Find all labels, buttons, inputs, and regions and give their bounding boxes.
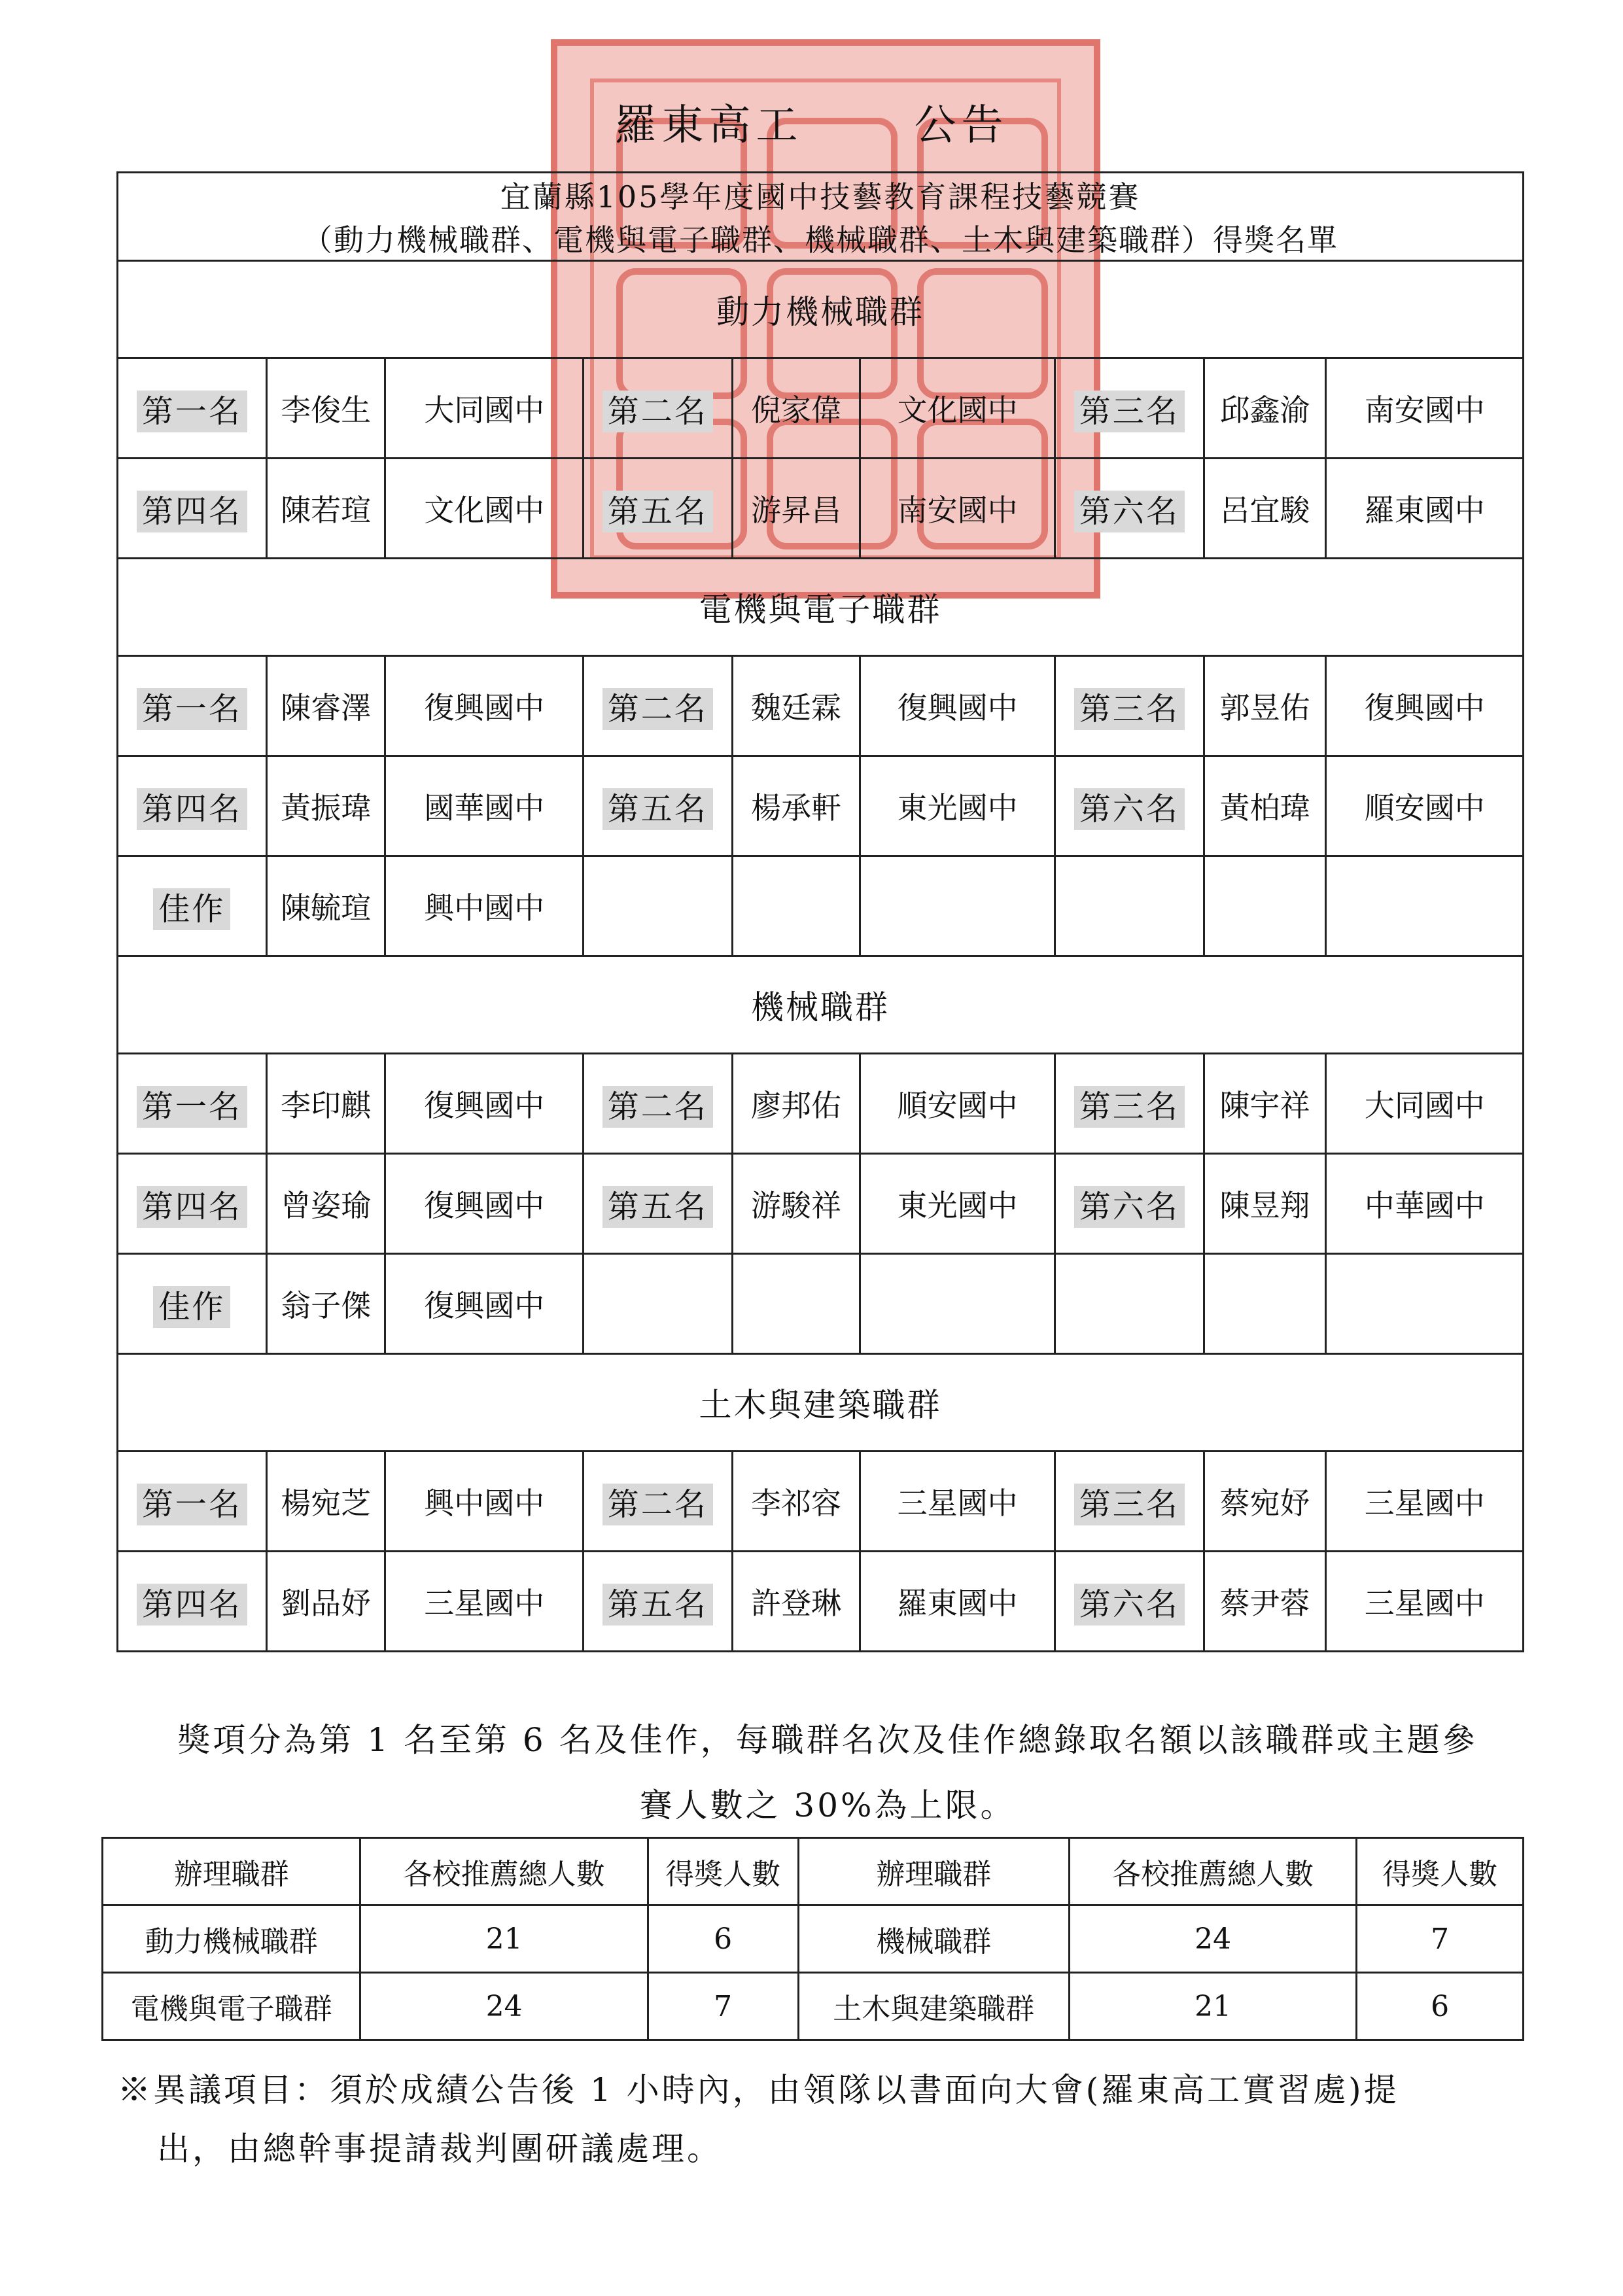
winner-name: 李祁容	[732, 1452, 860, 1552]
winner-name: 陳宇祥	[1204, 1054, 1326, 1154]
rank-label: 第二名	[602, 688, 713, 730]
rank-label: 第二名	[602, 391, 713, 432]
winner-school: 南安國中	[860, 459, 1055, 559]
winner-school: 東光國中	[860, 1154, 1055, 1254]
winner-name: 許登琳	[732, 1552, 860, 1652]
winner-name	[1204, 1254, 1326, 1354]
stats-header-cell: 各校推薦總人數	[360, 1838, 648, 1905]
winner-school	[1326, 1254, 1524, 1354]
winner-school: 順安國中	[860, 1054, 1055, 1154]
winner-school: 羅東國中	[1326, 459, 1524, 559]
winner-school: 復興國中	[385, 1054, 584, 1154]
competition-subtitle: （動力機械職群、電機與電子職群、機械職群、土木與建築職群）得獎名單	[118, 217, 1524, 261]
stats-cell: 7	[1357, 1905, 1524, 1973]
rank-cell	[583, 459, 732, 559]
rank-cell	[1055, 1254, 1204, 1354]
rank-cell	[118, 1552, 267, 1652]
stats-header-cell: 辦理職群	[798, 1838, 1069, 1905]
stats-cell: 電機與電子職群	[103, 1973, 360, 2040]
rank-label: 第一名	[137, 688, 247, 730]
winner-name: 陳睿澤	[266, 656, 385, 756]
rank-cell	[1055, 756, 1204, 856]
winner-school: 中華國中	[1326, 1154, 1524, 1254]
rank-cell	[583, 358, 732, 459]
stats-cell: 21	[1069, 1973, 1356, 2040]
winner-school	[1326, 856, 1524, 956]
winner-name: 游昇昌	[732, 459, 860, 559]
winner-school: 三星國中	[860, 1452, 1055, 1552]
rank-label: 第六名	[1074, 1584, 1185, 1626]
result-row	[118, 1054, 1524, 1154]
rank-label: 第三名	[1074, 1484, 1185, 1525]
rank-label: 第六名	[1074, 788, 1185, 830]
rank-cell	[118, 756, 267, 856]
rank-cell	[583, 1154, 732, 1254]
winner-school: 復興國中	[385, 1154, 584, 1254]
winner-name	[732, 1254, 860, 1354]
rank-cell	[583, 1254, 732, 1354]
winner-school: 南安國中	[1326, 358, 1524, 459]
footnote-line-1: ※異議項目：須於成績公告後 1 小時內，由領隊以書面向大會(羅東高工實習處)提	[118, 2071, 1399, 2109]
winner-name: 劉品妤	[266, 1552, 385, 1652]
stats-cell: 7	[648, 1973, 798, 2040]
rank-cell	[583, 1452, 732, 1552]
winner-name: 郭昱佑	[1204, 656, 1326, 756]
rank-cell	[1055, 1452, 1204, 1552]
winner-school: 三星國中	[1326, 1452, 1524, 1552]
rank-cell	[1055, 1054, 1204, 1154]
rank-label: 第五名	[602, 1186, 713, 1228]
rank-cell	[583, 1054, 732, 1154]
winner-school: 文化國中	[385, 459, 584, 559]
stats-cell: 6	[648, 1905, 798, 1973]
rank-label: 第五名	[602, 491, 713, 532]
rank-label: 第三名	[1074, 688, 1185, 730]
rank-label: 第四名	[137, 1186, 247, 1228]
winner-name	[1204, 856, 1326, 956]
rank-label: 第二名	[602, 1086, 713, 1128]
winner-name: 翁子傑	[266, 1254, 385, 1354]
winner-school: 三星國中	[385, 1552, 584, 1652]
stats-row	[103, 1973, 1524, 2040]
rank-cell	[1055, 459, 1204, 559]
rank-label: 第二名	[602, 1484, 713, 1525]
rank-label: 第五名	[602, 1584, 713, 1626]
notice-label: 公告	[914, 101, 1009, 150]
rank-label: 第四名	[137, 1584, 247, 1626]
rank-label: 第五名	[602, 788, 713, 830]
school-name: 羅東高工	[614, 101, 803, 150]
rank-cell	[118, 1452, 267, 1552]
rank-cell	[1055, 656, 1204, 756]
winner-name: 倪家偉	[732, 358, 860, 459]
note-line-2: 賽人數之 30%為上限。	[639, 1786, 1016, 1824]
rank-cell	[118, 656, 267, 756]
note-line-1: 獎項分為第 1 名至第 6 名及佳作，每職群名次及佳作總錄取名額以該職群或主題參	[177, 1721, 1478, 1759]
group-heading: 電機與電子職群	[118, 559, 1524, 656]
stats-cell: 6	[1357, 1973, 1524, 2040]
winner-name: 蔡宛妤	[1204, 1452, 1326, 1552]
winner-school: 復興國中	[385, 656, 584, 756]
stats-header-cell: 得獎人數	[1357, 1838, 1524, 1905]
stats-cell: 動力機械職群	[103, 1905, 360, 1973]
rank-label: 第一名	[137, 1484, 247, 1525]
winner-school: 順安國中	[1326, 756, 1524, 856]
rank-cell	[1055, 1552, 1204, 1652]
winner-name: 黃柏瑋	[1204, 756, 1326, 856]
winner-school: 復興國中	[1326, 656, 1524, 756]
rank-cell	[118, 1054, 267, 1154]
competition-title: 宜蘭縣105學年度國中技藝教育課程技藝競賽	[118, 173, 1524, 217]
rank-label: 第三名	[1074, 1086, 1185, 1128]
winner-name: 陳昱翔	[1204, 1154, 1326, 1254]
winner-school: 文化國中	[860, 358, 1055, 459]
winner-school: 復興國中	[860, 656, 1055, 756]
rank-label: 第一名	[137, 1086, 247, 1128]
winner-name: 楊宛芝	[266, 1452, 385, 1552]
winner-name: 陳若瑄	[266, 459, 385, 559]
winner-name	[732, 856, 860, 956]
result-row	[118, 756, 1524, 856]
winner-school: 大同國中	[385, 358, 584, 459]
winner-name: 黃振瑋	[266, 756, 385, 856]
rank-cell	[1055, 1154, 1204, 1254]
result-row	[118, 1452, 1524, 1552]
rank-cell	[118, 1254, 267, 1354]
winner-school	[860, 856, 1055, 956]
rank-cell	[118, 856, 267, 956]
stats-header-row	[103, 1838, 1524, 1905]
winner-school: 東光國中	[860, 756, 1055, 856]
winner-school: 三星國中	[1326, 1552, 1524, 1652]
winner-school: 復興國中	[385, 1254, 584, 1354]
stats-cell: 機械職群	[798, 1905, 1069, 1973]
result-row	[118, 1154, 1524, 1254]
stats-cell: 24	[360, 1973, 648, 2040]
rank-cell	[1055, 856, 1204, 956]
result-row	[118, 656, 1524, 756]
rank-label: 第四名	[137, 491, 247, 532]
winner-name: 呂宜駿	[1204, 459, 1326, 559]
award-results-table	[116, 171, 1524, 1652]
rank-label: 佳作	[153, 888, 230, 930]
stats-header-cell: 各校推薦總人數	[1069, 1838, 1356, 1905]
winner-name: 邱鑫渝	[1204, 358, 1326, 459]
award-rules-note	[137, 1707, 1518, 1838]
result-row	[118, 358, 1524, 459]
rank-label: 第一名	[137, 391, 247, 432]
winner-name: 李印麒	[266, 1054, 385, 1154]
rank-cell	[118, 1154, 267, 1254]
winner-school	[860, 1254, 1055, 1354]
stats-cell: 24	[1069, 1905, 1356, 1973]
winner-name: 曾姿瑜	[266, 1154, 385, 1254]
rank-cell	[1055, 358, 1204, 459]
rank-label: 第六名	[1074, 1186, 1185, 1228]
rank-label: 第六名	[1074, 491, 1185, 532]
objection-footnote	[118, 2061, 1524, 2178]
stats-header-cell: 得獎人數	[648, 1838, 798, 1905]
winner-name: 魏廷霖	[732, 656, 860, 756]
winner-name: 陳毓瑄	[266, 856, 385, 956]
winner-name: 李俊生	[266, 358, 385, 459]
result-row	[118, 459, 1524, 559]
group-heading: 動力機械職群	[118, 261, 1524, 358]
rank-cell	[583, 1552, 732, 1652]
winner-name: 游駿祥	[732, 1154, 860, 1254]
winner-school: 大同國中	[1326, 1054, 1524, 1154]
rank-cell	[583, 756, 732, 856]
rank-cell	[118, 459, 267, 559]
stats-cell: 21	[360, 1905, 648, 1973]
winner-school: 興中國中	[385, 1452, 584, 1552]
rank-label: 佳作	[153, 1286, 230, 1328]
winner-name: 廖邦佑	[732, 1054, 860, 1154]
winner-name: 楊承軒	[732, 756, 860, 856]
footnote-line-2: 出，由總幹事提請裁判團研議處理。	[157, 2130, 722, 2168]
result-row	[118, 1552, 1524, 1652]
rank-label: 第四名	[137, 788, 247, 830]
winner-school: 羅東國中	[860, 1552, 1055, 1652]
winner-school: 興中國中	[385, 856, 584, 956]
result-row	[118, 1254, 1524, 1354]
rank-cell	[583, 856, 732, 956]
rank-cell	[118, 358, 267, 459]
group-heading: 機械職群	[118, 956, 1524, 1054]
winner-school: 國華國中	[385, 756, 584, 856]
rank-label: 第三名	[1074, 391, 1185, 432]
stats-row	[103, 1905, 1524, 1973]
winner-name: 蔡尹蓉	[1204, 1552, 1326, 1652]
participation-stats-table	[101, 1837, 1524, 2041]
group-heading: 土木與建築職群	[118, 1354, 1524, 1452]
rank-cell	[583, 656, 732, 756]
result-row	[118, 856, 1524, 956]
stats-cell: 土木與建築職群	[798, 1973, 1069, 2040]
notice-header	[0, 92, 1623, 152]
stats-header-cell: 辦理職群	[103, 1838, 360, 1905]
